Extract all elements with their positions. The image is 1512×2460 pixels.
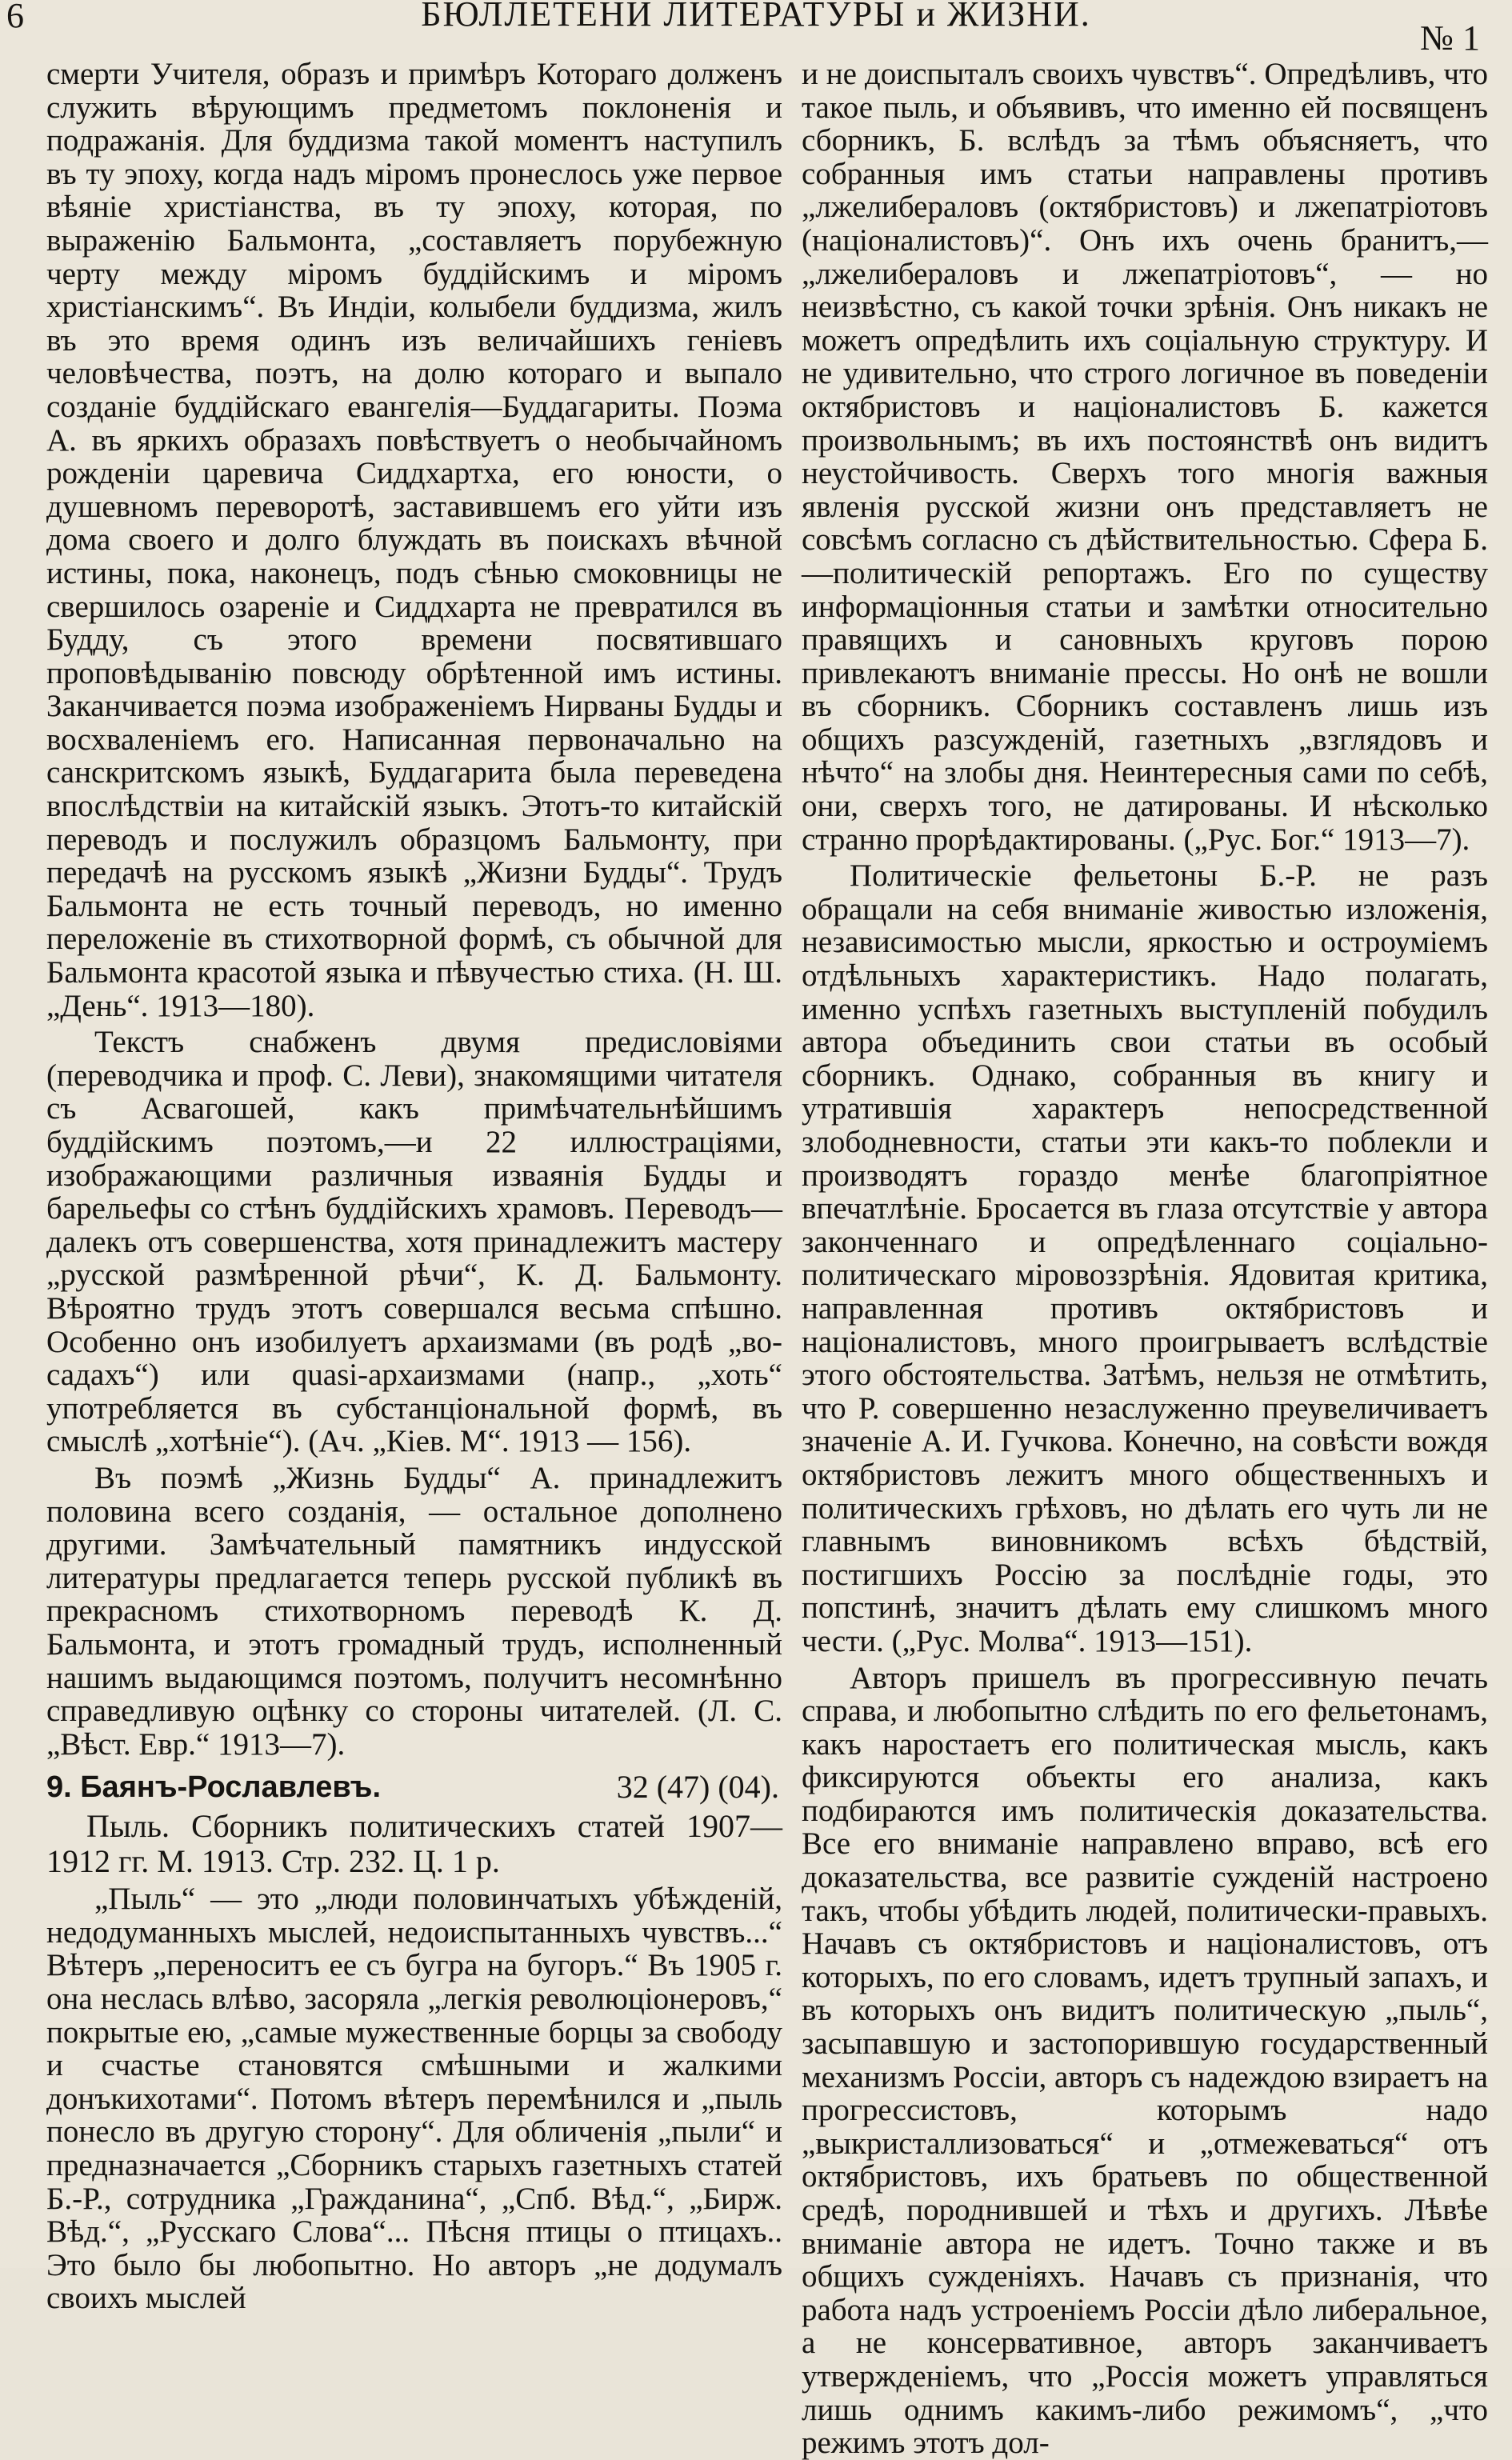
- issue-number: № 1: [1420, 18, 1480, 58]
- entry-classification-code: 32 (47) (04).: [616, 1769, 779, 1806]
- paragraph: „Пыль“ — это „люди половинчатыхъ убѣжденій, недодуманныхъ мыслей, недоиспытанныхъ чувствъ...“ Вѣтеръ „переноситъ ее съ бугра на бугоръ.“ Въ 1905 г. она неслась влѣво, засоряла „легкія революціонеровъ,“ покрытые ею, „самые мужественные борцы за свободу и счастье становятся смѣшными и жалкими донъкихотами“. Потомъ вѣтеръ перемѣнился и „пыль понесло въ другую сторону“. Для обличенія „пыли“ и предназначается „Сборникъ старыхъ газетныхъ статей Б.-Р., сотрудника „Гражданина“, „Спб. Вѣд.“, „Бирж. Вѣд.“, „Русскаго Слова“... Пѣсня птицы о птицахъ.. Это было бы любопытно. Но авторъ „не додумалъ своихъ мыслей: [46, 1882, 782, 2316]
- column-divider: [792, 64, 793, 2256]
- paragraph: Текстъ снабженъ двумя предисловіями (переводчика и проф. С. Леви), знакомящими читателя съ Асвагошей, какъ примѣчательнѣйшимъ буддійскимъ поэтомъ,—и 22 иллюстраціями, изображающими различныя изваянія Будды и барельефы со стѣнъ буддійскихъ храмовъ. Переводъ—далекъ отъ совершенства, хотя принадлежитъ мастеру „русской размѣренной рѣчи“, К. Д. Бальмонту. Вѣроятно трудъ этотъ совершался весьма спѣшно. Особенно онъ изобилуетъ архаизмами (въ родѣ „во-садахъ“) или quasi-архаизмами (напр., „хоть“ употребляется въ субстанціональной формѣ, въ смыслѣ „хотѣніе“). (Ач. „Кіев. М“. 1913 — 156).: [46, 1025, 782, 1459]
- entry-author: 9. Баянъ-Рославлевъ.: [46, 1770, 381, 1805]
- left-column: [46, 57, 782, 2316]
- paragraph: Авторъ пришелъ въ прогрессивную печать справа, и любопытно слѣдить по его фельетонамъ, какъ наростаетъ его политическая мысль, какъ фиксируются объекты его анализа, какъ подбираются имъ политическія доказательства. Все его вниманіе направлено вправо, всѣ его доказательства, все развитіе сужденій настроено такъ, чтобы убѣдить людей, политически-правыхъ. Начавъ съ октябристовъ и націоналистовъ, отъ которыхъ, по его словамъ, идетъ трупный запахъ, и въ которыхъ онъ видитъ политическую „пыль“, засыпавшую и застопорившую государственный механизмъ Россіи, авторъ съ надеждою взираетъ на прогрессистовъ, которымъ надо „выкристаллизоваться“ и „отмежеваться“ отъ октябристовъ, ихъ братьевъ по общественной средѣ, породнившей и тѣхъ и другихъ. Лѣвѣе вниманіе автора не идетъ. Точно также и въ общихъ сужденіяхъ. Начавъ съ признанія, что работа надъ устроеніемъ Россіи дѣло либеральное, а не консервативное, авторъ заканчиваетъ утвержденіемъ, что „Россія можетъ управляться лишь однимъ какимъ-либо режимомъ“, „что режимъ этотъ дол-: [802, 1660, 1488, 2460]
- paragraph: Политическіе фельетоны Б.-Р. не разъ обращали на себя вниманіе живостью изложенія, независимостью мысли, яркостью и остроуміемъ отдѣльныхъ характеристикъ. Надо полагать, именно успѣхъ газетныхъ выступленій побудилъ автора объединить свои статьи въ особый сборникъ. Однако, собранныя въ книгу и утратившія характеръ непосредственной злободневности, статьи эти какъ-то поблекли и производятъ гораздо менѣе благопріятное впечатлѣніе. Бросается въ глаза отсутствіе у автора законченнаго и опредѣленнаго соціально-политическаго міровоззрѣнія. Ядовитая критика, направленная противъ октябристовъ и націоналистовъ, много проигрываетъ вслѣдствіе этого обстоятельства. Затѣмъ, нельзя не отмѣтить, что Р. совершенно незаслуженно преувеличиваетъ значеніе А. И. Гучкова. Конечно, на совѣсти вождя октябристовъ лежитъ много общественныхъ и политическихъ грѣховъ, но дѣлать его чуть ли не главнымъ виновникомъ всѣхъ бѣдствій, постигшихъ Россію за послѣдніе годы, это попстинѣ, значитъ дѣлать ему слишкомъ много чести. („Рус. Молва“. 1913—151).: [802, 858, 1488, 1658]
- paragraph: смерти Учителя, образъ и примѣръ Котораго долженъ служить вѣрующимъ предметомъ поклоненія и подражанія. Для буддизма такой моментъ наступилъ въ ту эпоху, когда надъ міромъ пронеслось уже первое вѣяніе христіанства, въ ту эпоху, которая, по выраженію Бальмонта, „составляетъ порубежную черту между міромъ буддійскимъ и міромъ христіанскимъ“. Въ Индіи, колыбели буддизма, жилъ въ это время одинъ изъ величайшихъ геніевъ человѣчества, поэтъ, на долю котораго и выпало созданіе буддійскаго евангелія—Буддагариты. Поэма А. въ яркихъ образахъ повѣствуетъ о необычайномъ рожденіи царевича Сиддхартха, его юности, о душевномъ переворотѣ, заставившемъ его уйти изъ дома своего и долго блуждать въ поискахъ вѣчной истины, пока, наконецъ, подъ сѣнью смоковницы не свершилось озареніе и Сиддхарта не превратился въ Будду, съ этого времени посвятившаго проповѣдыванію повсюду обрѣтенной имъ истины. Заканчивается поэма изображеніемъ Нирваны Будды и восхваленіемъ его. Написанная первоначально на санскритскомъ языкѣ, Буддагарита была переведена впослѣдствіи на китайскій языкъ. Этотъ-то китайскій переводъ и послужилъ образцомъ Бальмонту, при передачѣ на русскомъ языкѣ „Жизни Будды“. Трудъ Бальмонта не есть точный переводъ, но именно переложеніе въ стихотворной формѣ, съ обычной для Бальмонта красотой языка и пѣвучестью стиха. (Н. Ш. „День“. 1913—180).: [46, 57, 782, 1023]
- entry-heading: [46, 1767, 782, 1809]
- page-number: 6: [6, 0, 24, 35]
- paragraph: Въ поэмѣ „Жизнь Будды“ А. принадлежитъ половина всего созданія, — остальное дополнено другими. Замѣчательный памятникъ индусской литературы предлагается теперь русской публикѣ въ прекрасномъ стихотворномъ переводѣ К. Д. Бальмонта, и этотъ громадный трудъ, исполненный нашимъ выдающимся поэтомъ, получитъ несомнѣнно справедливую оцѣнку со стороны читателей. (Л. С. „Вѣст. Евр.“ 1913—7).: [46, 1460, 782, 1762]
- right-column: [802, 57, 1488, 2460]
- paragraph: и не доиспыталъ своихъ чувствъ“. Опредѣливъ, что такое пыль, и объявивъ, что именно ей посвященъ сборникъ, Б. вслѣдъ за тѣмъ объясняетъ, что собранныя имъ статьи направлены противъ „лжелибераловъ (октябристовъ) и лжепатріотовъ (націоналистовъ)“. Онъ ихъ очень бранитъ,— „лжелибераловъ и лжепатріотовъ“, — но неизвѣстно, съ какой точки зрѣнія. Онъ никакъ не можетъ опредѣлить ихъ соціальную структуру. И не удивительно, что строго логичное въ поведеніи октябристовъ и націоналистовъ Б. кажется произвольнымъ; въ ихъ постоянствѣ онъ видитъ неустойчивость. Сверхъ того многія важныя явленія русской жизни онъ представляетъ не совсѣмъ согласно съ дѣйствительностью. Сфера Б.—политическій репортажъ. Его по существу информаціонныя статьи и замѣтки относительно правящихъ и сановныхъ круговъ порою привлекаютъ вниманіе прессы. Но онѣ не вошли въ сборникъ. Сборникъ составленъ лишь изъ общихъ разсужденій, газетныхъ „взглядовъ и нѣчто“ на злобы дня. Неинтересныя сами по себѣ, они, сверхъ того, не датированы. И нѣсколько странно прорѣдактированы. („Рус. Бог.“ 1913—7).: [802, 57, 1488, 857]
- entry-bibliography: Пыль. Сборникъ политическихъ статей 1907—1912 гг. М. 1913. Стр. 232. Ц. 1 р.: [46, 1808, 782, 1880]
- page-header: [0, 0, 1512, 58]
- running-title: БЮЛЛЕТЕНИ ЛИТЕРАТУРЫ и ЖИЗНИ.: [421, 0, 1091, 34]
